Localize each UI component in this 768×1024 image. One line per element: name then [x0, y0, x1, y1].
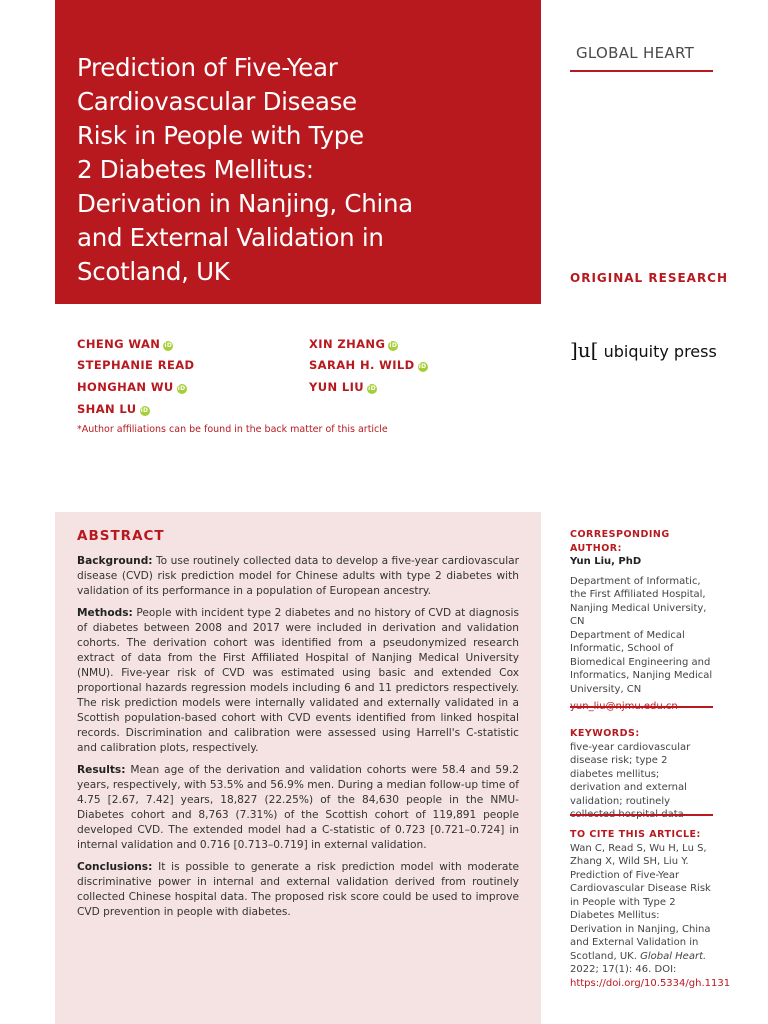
section-label: Background:	[77, 555, 153, 567]
affiliation-note: *Author affiliations can be found in the back matter of this article	[77, 424, 388, 435]
doi-link[interactable]: https://doi.org/10.5334/gh.1131	[570, 977, 731, 989]
author-name[interactable]: CHENG WAN iD	[77, 337, 173, 351]
author-name[interactable]: SARAH H. WILD iD	[309, 358, 427, 372]
author-name[interactable]: STEPHANIE READ	[77, 358, 195, 372]
article-title	[77, 51, 477, 289]
abstract-body	[77, 554, 519, 927]
title-line: 2 Diabetes Mellitus:	[77, 155, 314, 184]
section-label: Results:	[77, 764, 126, 776]
abstract-heading: ABSTRACT	[77, 528, 165, 544]
orcid-icon[interactable]: iD	[418, 363, 427, 370]
article-type-label: ORIGINAL RESEARCH	[570, 271, 729, 285]
title-line: Cardiovascular Disease	[77, 87, 357, 116]
journal-logo[interactable]: GLOBAL HEART	[576, 44, 695, 62]
publisher-name: ubiquity press	[603, 342, 717, 361]
author-name[interactable]: YUN LIU iD	[309, 380, 376, 394]
publisher-logo[interactable]	[570, 338, 717, 362]
orcid-icon[interactable]: iD	[389, 342, 398, 349]
corresponding-affiliation: Department of Medical Informatic, School of Biomedical Engineering and Informatics, Nanjing Medical University, CN	[570, 629, 713, 695]
keywords-text: five-year cardiovascular disease risk; type 2 diabetes mellitus; derivation and external validation; routinely	[570, 741, 691, 807]
cite-heading: TO CITE THIS ARTICLE:	[570, 829, 701, 840]
citation-block	[570, 828, 731, 990]
title-line: Derivation in Nanjing, China	[77, 189, 413, 218]
title-banner	[55, 0, 541, 304]
title-line: Prediction of Five-Year	[77, 53, 338, 82]
author-name[interactable]: HONGHAN WU iD	[77, 380, 186, 394]
abstract-section	[77, 763, 519, 853]
corresponding-author-block	[570, 528, 713, 714]
orcid-icon[interactable]: iD	[368, 385, 376, 392]
sidebar-divider	[570, 706, 713, 708]
section-text: People with incident type 2 diabetes and no history of CVD at diagnosis of diabetes between 2008 and 2017 were included in derivation and validation cohorts. The derivation cohort was identified from a pseudonymized research extract of data from the First Affiliated Hospital of Nanjing Medical University (NMU). Five-year risk of CVD was estimated using basic and extended Cox proportional hazards regression models including 6 and 11 predictors respectively. The risk prediction models were internally validated and externally validated in a Scottish population-based cohort with CVD events identified from linked hospital records. Discrimination and calibration were assessed using Harrell's C-statistic and calibration plots, respectively.	[77, 607, 519, 754]
title-line: Scotland, UK	[77, 257, 230, 286]
title-line: and External Validation in	[77, 223, 384, 252]
title-line: Risk in People with Type	[77, 121, 364, 150]
corresponding-name: Yun Liu, PhD	[570, 556, 642, 567]
abstract-section	[77, 554, 519, 599]
publisher-mark-icon: ]u[	[570, 338, 599, 362]
abstract-panel	[55, 512, 541, 1024]
keywords-heading: KEYWORDS:	[570, 728, 640, 739]
keywords-block	[570, 727, 713, 822]
orcid-icon[interactable]: iD	[177, 385, 186, 392]
abstract-section	[77, 860, 519, 920]
abstract-section	[77, 606, 519, 756]
author-name[interactable]: SHAN LU iD	[77, 402, 149, 416]
sidebar-divider	[570, 814, 713, 816]
section-text: To use routinely collected data to develop a five-year cardiovascular disease (CVD) risk prediction model for Chinese adults with type 2 diabetes with validation of its performance in a population of European ancestry.	[77, 555, 519, 597]
cite-text: Wan C, Read S, Wu H, Lu S, Zhang X, Wild SH, Liu Y. Prediction of Five-Year Cardiovascular Disease Risk in People with Type 2 Diabetes Mellitus: Derivation in Nanjing, China and External Validation in Scotland, UK. Global Heart. 2022; 17(1): 46. DOI: https://doi.org/10.5334/gh.1131	[570, 842, 731, 989]
orcid-icon[interactable]: iD	[164, 342, 173, 349]
section-text: Mean age of the derivation and validation cohorts were 58.4 and 59.2 years, respectively, with 53.5% and 56.9% men. During a median follow-up time of 4.75 [2.67, 7.42] years, 18,827 (22.25%) of the 84,630 people in the NMU-Diabetes cohort and 8,763 (7.31%) of the Scottish cohort of 119,891 people developed CVD. The extended model had a C-statistic of 0.723 [0.721–0.724] in internal validation and 0.716 [0.713–0.719] in external validation.	[77, 764, 519, 851]
open-access-icon	[541, 34, 573, 82]
section-label: Methods:	[77, 607, 133, 619]
orcid-icon[interactable]: iD	[140, 407, 149, 414]
cite-journal: Global Heart.	[640, 950, 707, 962]
section-label: Conclusions:	[77, 861, 153, 873]
corresponding-affiliation: Department of Informatic, the First Affiliated Hospital, Nanjing Medical University, CN	[570, 575, 707, 627]
author-name[interactable]: XIN ZHANG iD	[309, 337, 398, 351]
journal-divider	[570, 70, 713, 72]
section-text: It is possible to generate a risk prediction model with moderate discriminative power in internal and external validation derived from routinely collected Chinese hospital data. The proposed risk score could be used to improve CVD prevention in people with diabetes.	[77, 861, 519, 918]
corresponding-heading: CORRESPONDING AUTHOR:	[570, 529, 670, 554]
